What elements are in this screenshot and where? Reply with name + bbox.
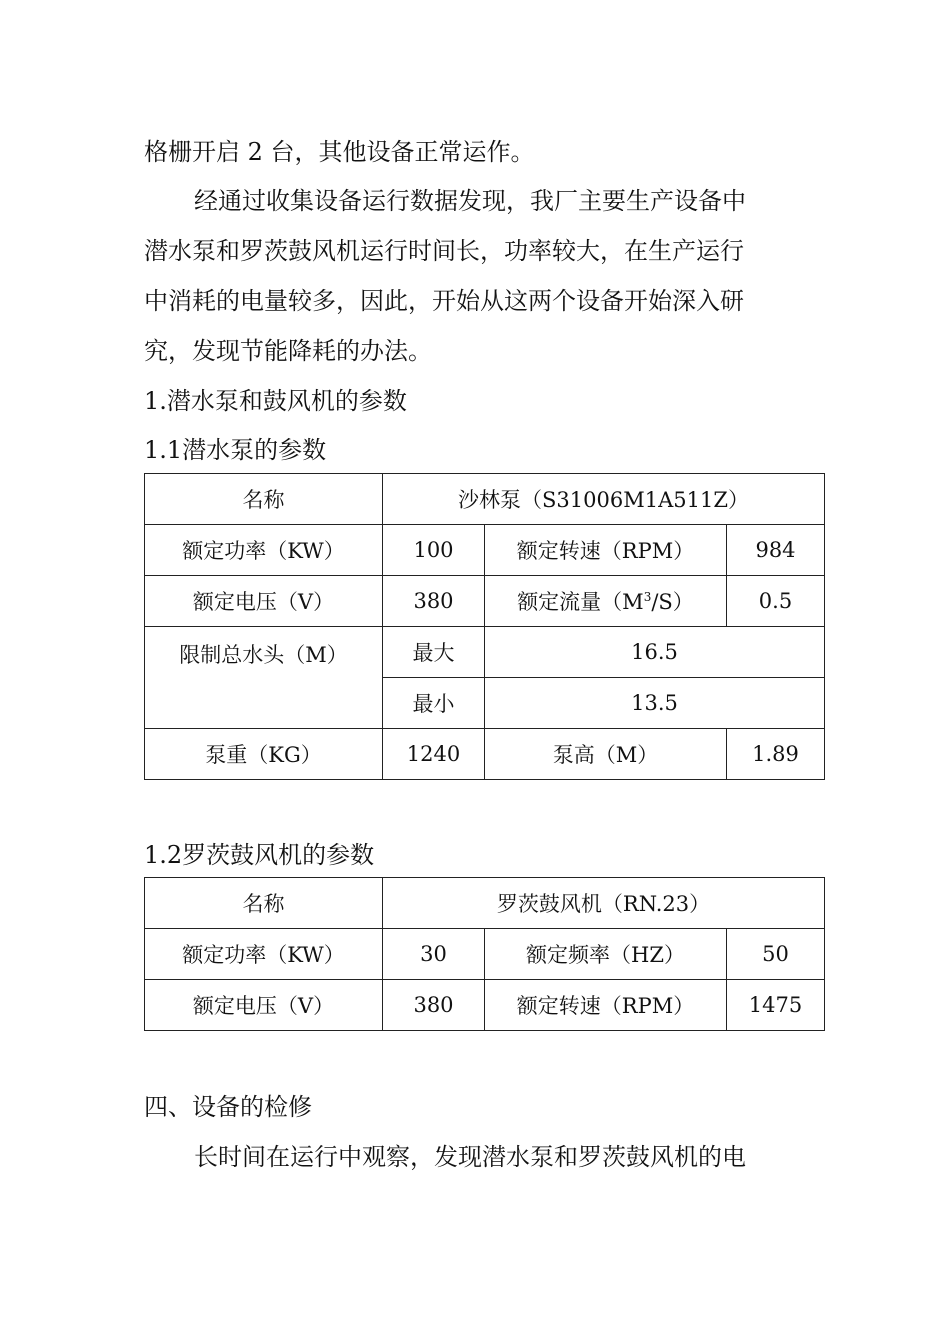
paragraph-line: 格栅开启 2 台，其他设备正常运作。 — [144, 138, 535, 166]
subsection-heading: 1.1潜水泵的参数 — [144, 436, 327, 464]
section-heading: 四、设备的检修 — [144, 1093, 312, 1121]
paragraph-line: 经通过收集设备运行数据发现，我厂主要生产设备中 — [194, 187, 746, 215]
table-cell: 16.5 — [485, 627, 825, 678]
table-row — [145, 576, 825, 627]
table-cell: 额定转速（RPM） — [485, 980, 727, 1031]
table-cell: 额定频率（HZ） — [485, 929, 727, 980]
table-row — [145, 627, 825, 678]
table-cell: 100 — [383, 525, 485, 576]
pump-parameter-table — [144, 473, 825, 780]
table-cell: 1240 — [383, 729, 485, 780]
table-row — [145, 929, 825, 980]
paragraph-line: 究，发现节能降耗的办法。 — [144, 337, 432, 365]
table-row — [145, 525, 825, 576]
table-cell — [485, 576, 727, 627]
table-cell: 380 — [383, 576, 485, 627]
table-cell: 泵高（M） — [485, 729, 727, 780]
flow-label-text: 额定流量（M — [517, 590, 644, 614]
table-cell: 1.89 — [727, 729, 825, 780]
table-cell: 1475 — [727, 980, 825, 1031]
table-cell: 泵重（KG） — [145, 729, 383, 780]
table-cell: 30 — [383, 929, 485, 980]
table-cell: 最小 — [383, 678, 485, 729]
table-row — [145, 474, 825, 525]
table-cell: 额定功率（KW） — [145, 525, 383, 576]
section-heading: 1.潜水泵和鼓风机的参数 — [144, 387, 407, 415]
superscript: 3 — [643, 590, 652, 604]
table-row — [145, 980, 825, 1031]
table-cell: 984 — [727, 525, 825, 576]
table-cell: 最大 — [383, 627, 485, 678]
table-cell: 额定电压（V） — [145, 980, 383, 1031]
table-cell: 额定功率（KW） — [145, 929, 383, 980]
table-cell: 额定转速（RPM） — [485, 525, 727, 576]
table-cell: 名称 — [145, 474, 383, 525]
flow-label-text: /S） — [651, 590, 694, 614]
table-cell: 限制总水头（M） — [145, 627, 383, 729]
table-row — [145, 729, 825, 780]
paragraph-line: 中消耗的电量较多，因此，开始从这两个设备开始深入研 — [144, 287, 744, 315]
blower-parameter-table — [144, 877, 825, 1031]
table-cell: 0.5 — [727, 576, 825, 627]
table-cell: 13.5 — [485, 678, 825, 729]
table-cell: 名称 — [145, 878, 383, 929]
table-cell: 沙林泵（S31006M1A511Z） — [383, 474, 825, 525]
table-cell: 50 — [727, 929, 825, 980]
paragraph-line: 潜水泵和罗茨鼓风机运行时间长，功率较大，在生产运行 — [144, 237, 744, 265]
table-cell: 额定电压（V） — [145, 576, 383, 627]
table-row — [145, 878, 825, 929]
subsection-heading: 1.2罗茨鼓风机的参数 — [144, 841, 375, 869]
paragraph-line: 长时间在运行中观察，发现潜水泵和罗茨鼓风机的电 — [194, 1143, 746, 1171]
table-cell: 罗茨鼓风机（RN.23） — [383, 878, 825, 929]
table-cell: 380 — [383, 980, 485, 1031]
